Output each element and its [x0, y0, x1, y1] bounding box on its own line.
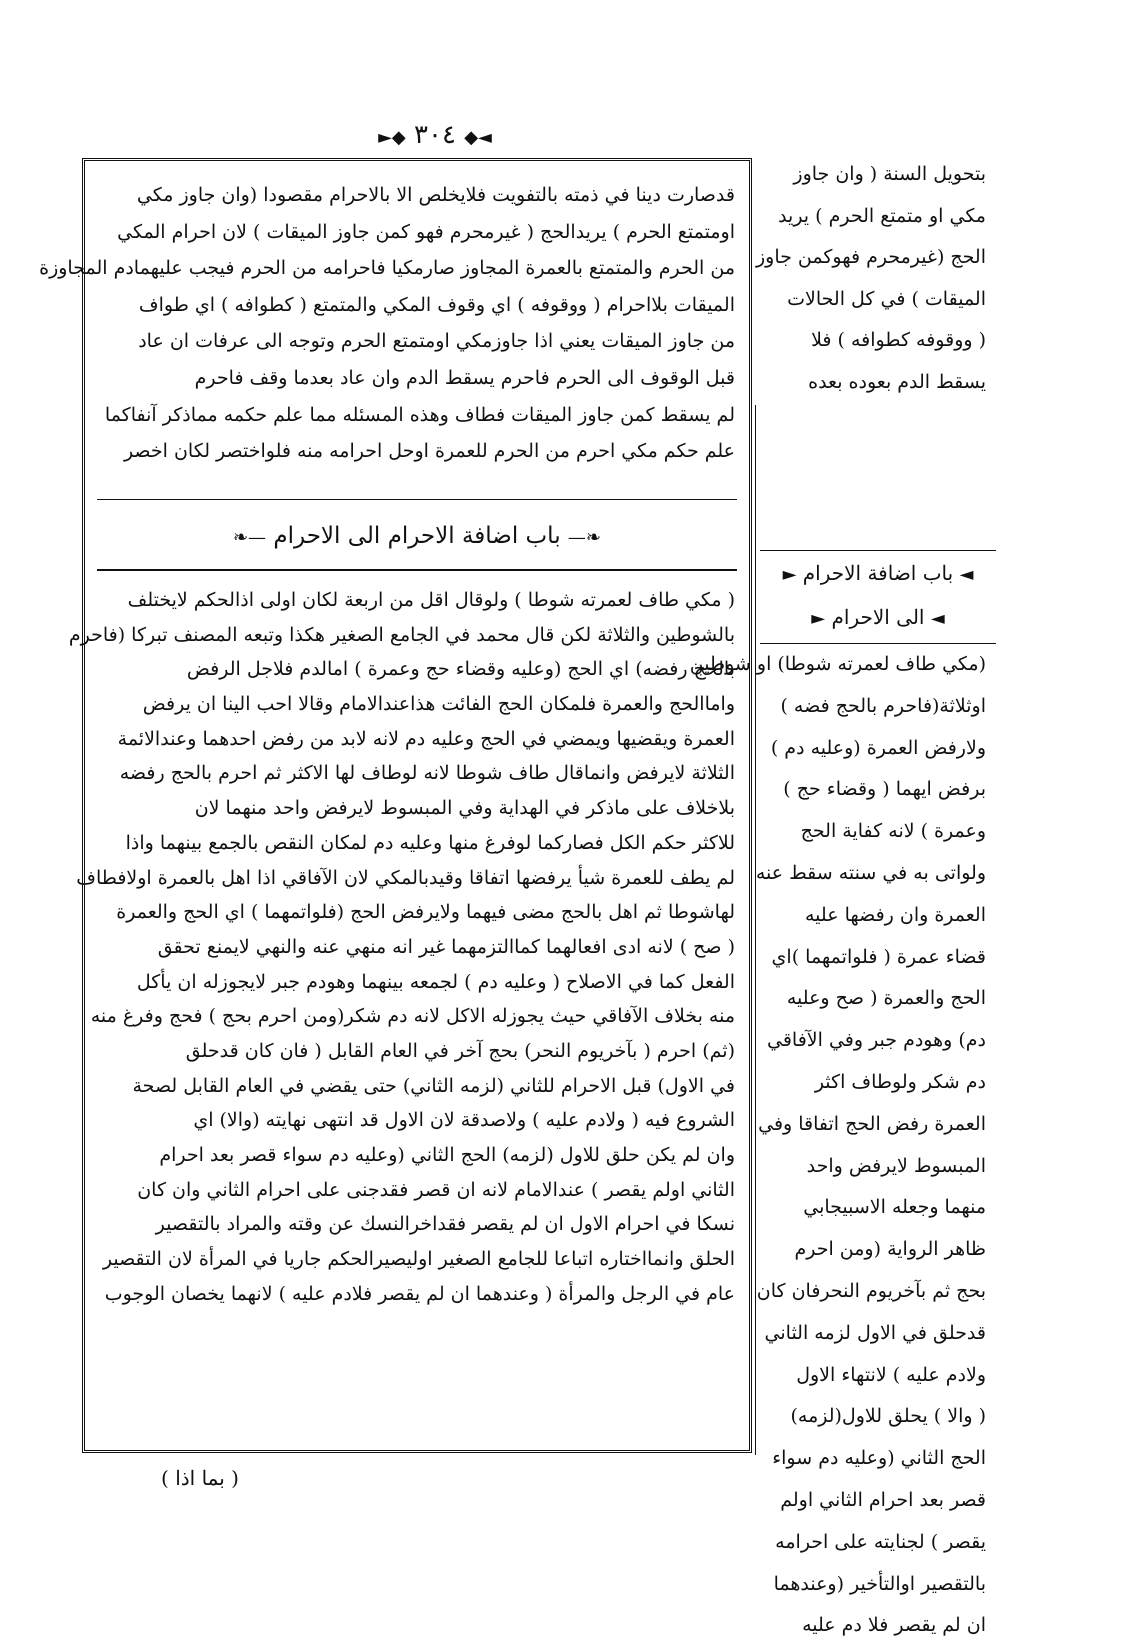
margin-line: دم) وهودم جبر وفي الآفاقي: [767, 1029, 986, 1052]
margin-line: اوثلاثة(فاحرم بالحج فضه ): [780, 694, 986, 717]
margin-line: ولواتى به في سنته سقط عنه: [755, 861, 986, 884]
title-ornament-right-icon: —❧: [232, 527, 267, 548]
text-line: بلاخلاف على ماذكر في الهداية وفي المبسوط لايرفض واحد منهما لان: [194, 797, 735, 820]
margin-bottom-block: [689, 644, 996, 1647]
text-line: للاكثر حكم الكل فصاركما لوفرغ منها وعليه دم لمكان النقص بالجمع بينهما واذا: [125, 831, 735, 854]
text-line: (ثم) احرم ( بآخريوم النحر) بحج آخر في العام القابل ( فان كان قدحلق: [185, 1039, 735, 1062]
margin-chapter-header: [760, 550, 996, 644]
text-line: الحلق وانمااختاره اتباعا للجامع الصغير اوليصيرالحكم جاريا في المرأة لان التقصير: [102, 1248, 735, 1271]
text-line: ( مكي طاف لعمرته شوطا ) ولوقال اقل من اربعة لكان اولى اذالحكم لايختلف: [127, 589, 735, 611]
left-ornament-icon: ◄◆: [464, 127, 492, 148]
text-line: علم حكم مكي احرم من الحرم للعمرة اوحل احرامه منه فلواختصر لكان اخصر: [123, 440, 735, 463]
margin-ornament-icon: ◄: [930, 608, 945, 629]
text-line: الميقات بلااحرام ( ووقوفه ) اي وقوف المكي والمتمتع ( كطوافه ) اي طواف: [138, 293, 735, 316]
text-line: لم يسقط كمن جاوز الميقات فطاف وهذه المسئله مما علم حكمه مماذكر آنفاكما: [104, 403, 735, 426]
text-line: عام في الرجل والمرأة ( وعندهما ان لم يقصر فلادم عليه ) لانهما يخصان الوجوب: [104, 1282, 735, 1305]
margin-line: ( ووقوفه كطوافه ) فلا: [811, 329, 986, 351]
margin-line: يقصر ) لجنايته على احرامه: [775, 1530, 986, 1553]
margin-line: وعمرة ) لانه كفاية الحج: [800, 820, 986, 843]
margin-line: بتحويل السنة ( وان جاوز: [793, 163, 986, 185]
margin-header-text-1: باب اضافة الاحرام: [802, 561, 954, 585]
margin-top-block: [755, 154, 996, 403]
margin-line: الحج (غيرمحرم فهوكمن جاوز: [755, 246, 986, 268]
text-line: الثلاثة لايرفض وانماقال طاف شوطا لانه لوطاف لها الاكثر ثم احرم بالحج رفضه: [119, 762, 735, 785]
margin-line: قضاء عمرة ( فلواتمهما )اي: [771, 945, 986, 968]
text-line: نسكا في احرام الاول ان لم يقصر فقداخرالنسك عن وقته والمراد بالتقصير: [155, 1213, 735, 1236]
section-divider: [97, 499, 737, 500]
margin-line: مكي او متمتع الحرم ) يريد: [778, 204, 986, 227]
catchword: ( بما اذا ): [161, 1466, 239, 1490]
margin-line: ان لم يقصر فلا دم عليه: [802, 1614, 986, 1637]
text-line: ( صح ) لانه ادى افعالهما كماالتزمهما غير انه منهي عنه والنهي لايمنع تحقق: [157, 935, 735, 958]
column-separator: [755, 405, 756, 1455]
text-line: لم يطف للعمرة شيأ يرفضها اتفاقا وقيدبالمكي لان الآفاقي اذا اهل بالعمرة اولافطاف: [76, 866, 735, 889]
margin-line: برفض ايهما ( وقضاء حج ): [783, 778, 986, 801]
margin-line: منهما وجعله الاسبيجابي: [803, 1196, 986, 1219]
margin-line: ظاهر الرواية (ومن احرم: [794, 1238, 986, 1261]
margin-line: دم شكر ولوطاف اكثر: [814, 1070, 986, 1093]
text-line: واماالحج والعمرة فلمكان الحج الفائت هذاعندالامام وقالا احب الينا ان يرفض: [142, 693, 735, 716]
text-line: الثاني اولم يقصر ) عندالامام لانه ان قصر فقدجنى على احرام الثاني وان كان: [137, 1178, 735, 1201]
text-line: الفعل كما في الاصلاح ( وعليه دم ) لجمعه بينهما وهودم جبر لايجوزله ان يأكل: [136, 970, 735, 993]
margin-line: بحج ثم بآخريوم النحرفان كان: [756, 1279, 986, 1302]
margin-header-text-2: الى الاحرام: [831, 605, 925, 629]
main-top-block: [39, 177, 735, 470]
title-ornament-left-icon: ❧—: [567, 527, 602, 548]
text-line: وان لم يكن حلق للاول (لزمه) الحج الثاني (وعليه دم سواء قصر بعد احرام: [159, 1144, 735, 1166]
margin-line: قصر بعد احرام الثاني اولم: [780, 1488, 986, 1511]
margin-line: الحج والعمرة ( صح وعليه: [786, 987, 986, 1010]
margin-ornament-icon: ►: [811, 608, 826, 629]
margin-line: الميقات ) في كل الحالات: [787, 287, 986, 310]
margin-ornament-icon: ◄: [959, 564, 974, 585]
right-ornament-icon: ◆►: [378, 127, 406, 148]
margin-line: بالتقصير اوالتأخير (وعندهما: [773, 1572, 986, 1595]
margin-line: العمرة وان رفضها عليه: [804, 903, 986, 926]
margin-commentary: [689, 150, 996, 1637]
title-underline: [97, 569, 737, 571]
margin-line: المبسوط لايرفض واحد: [806, 1154, 986, 1177]
margin-header-line: [760, 551, 996, 595]
margin-line: ( والا ) يحلق للاول(لزمه): [790, 1405, 986, 1428]
margin-header-line: [760, 595, 996, 639]
text-line: اومتمتع الحرم ) يريدالحج ( غيرمحرم فهو كمن جاوز الميقات ) لان احرام المكي: [117, 220, 735, 243]
text-line: الشروع فيه ( ولادم عليه ) ولاصدقة لان الاول قد انتهى نهايته (والا) اي: [193, 1109, 735, 1132]
text-line: من جاوز الميقات يعني اذا جاوزمكي اومتمتع الحرم وتوجه الى عرفات ان عاد: [138, 330, 735, 353]
page-number-text: ٣٠٤: [414, 120, 456, 150]
text-line: منه بخلاف الآفاقي حيث يجوزله الاكل لانه دم شكر(ومن احرم بحج ) فحج وفرغ منه: [90, 1005, 735, 1028]
chapter-title: [99, 511, 735, 561]
margin-line: العمرة رفض الحج اتفاقا وفي: [758, 1112, 986, 1135]
text-line: قبل الوقوف الى الحرم فاحرم يسقط الدم وان عاد بعدما وقف فاحرم: [194, 366, 735, 389]
margin-line: قدحلق في الاول لزمه الثاني: [764, 1321, 986, 1344]
text-line: قدصارت دينا في ذمته بالتفويت فلايخلص الا بالاحرام مقصودا (وان جاوز مكي: [136, 184, 735, 206]
margin-line: (مكي طاف لعمرته شوطا) او شوطين: [689, 653, 986, 675]
margin-line: يسقط الدم بعوده بعده: [808, 370, 986, 393]
text-line: لهاشوطا ثم اهل بالحج مضى فيهما ولايرفض الحج (فلواتمهما ) اي الحج والعمرة: [116, 901, 735, 924]
text-line: في الاول) قبل الاحرام للثاني (لزمه الثاني) حتى يقضي في العام القابل لصحة: [132, 1074, 735, 1097]
margin-line: ولادم عليه ) لانتهاء الاول: [796, 1363, 986, 1386]
text-line: بالشوطين والثلاثة لكن قال محمد في الجامع الصغير هكذا وتبعه المصنف تبركا (فاحرم: [68, 623, 735, 646]
main-bottom-block: [68, 583, 735, 1311]
margin-line: الحج الثاني (وعليه دم سواء: [772, 1447, 986, 1470]
text-line: من الحرم والمتمتع بالعمرة المجاوز صارمكيا فاحرامه من الحرم فيجب عليهمادم المجاوزة: [39, 257, 735, 280]
page-number: [370, 118, 500, 152]
main-text-frame: [39, 158, 752, 1453]
text-line: العمرة ويقضيها ويمضي في الحج وعليه دم لانه لابد من رفض احدهما وعندالائمة: [117, 727, 735, 750]
margin-ornament-icon: ►: [782, 564, 797, 585]
margin-line: ولارفض العمرة (وعليه دم ): [770, 736, 986, 759]
chapter-title-text: باب اضافة الاحرام الى الاحرام: [273, 523, 561, 549]
text-line: بالحج رفضه) اي الحج (وعليه وقضاء حج وعمرة ) امالدم فلاجل الرفض: [186, 658, 735, 681]
